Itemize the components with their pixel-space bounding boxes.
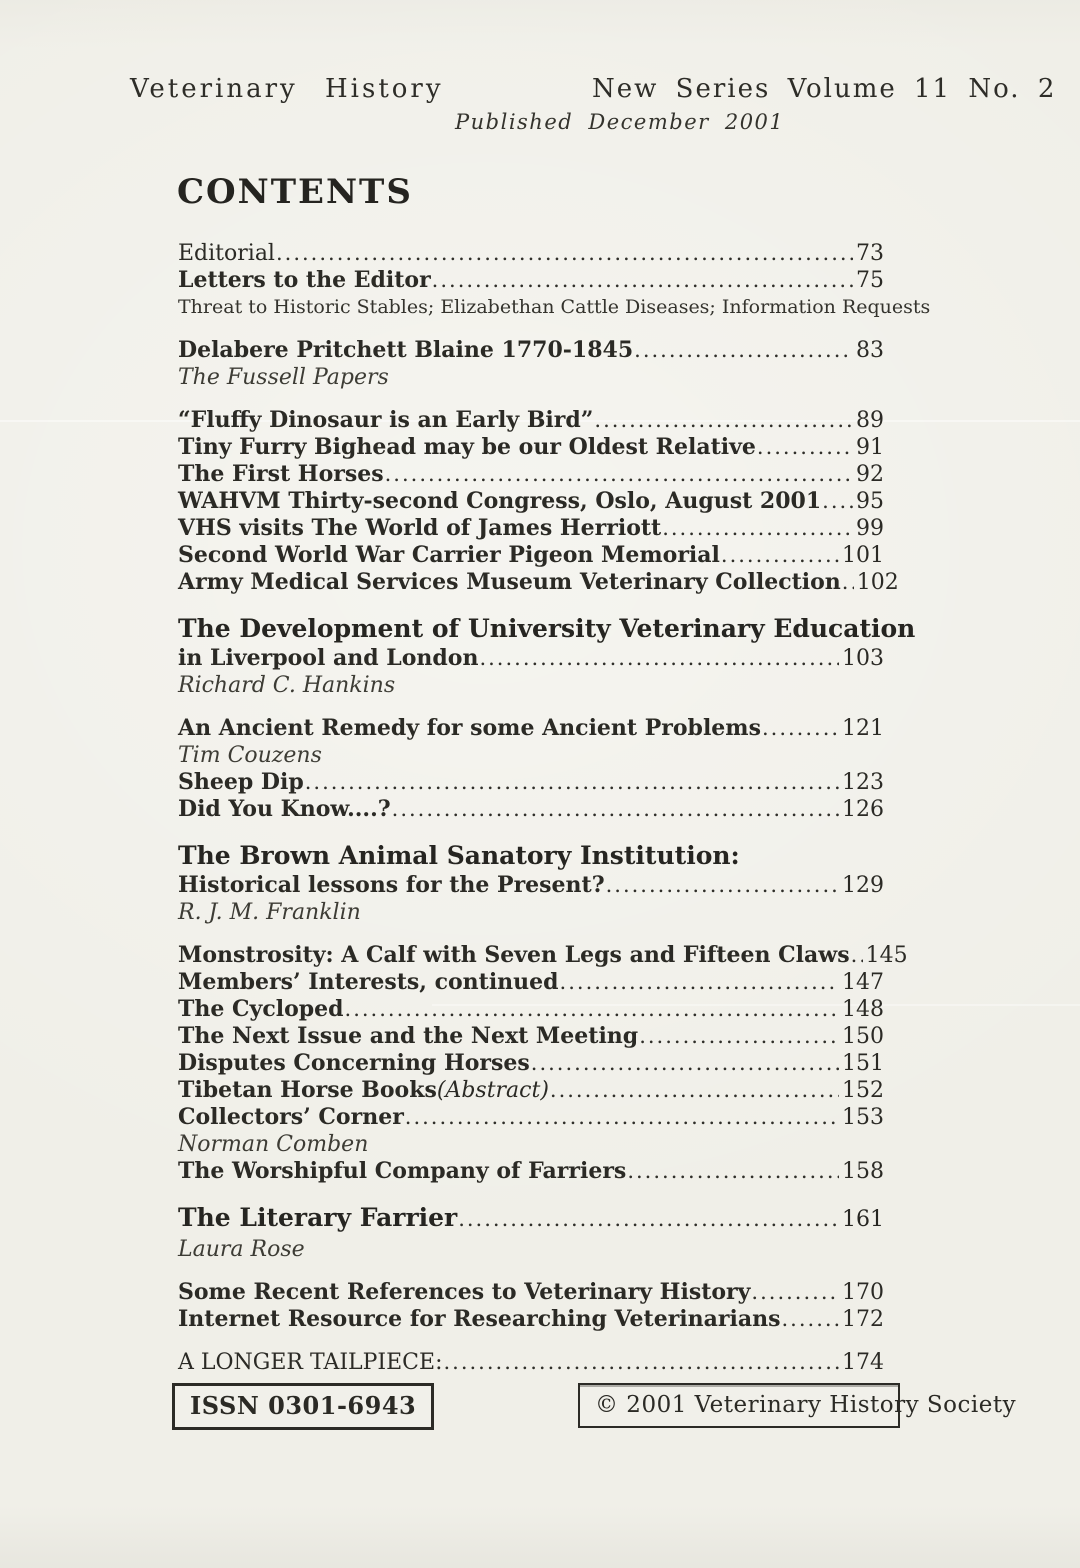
dot-leader: [405, 1104, 839, 1131]
toc-entry-title: Tibetan Horse Books: [178, 1077, 437, 1103]
toc-entry: [178, 569, 899, 596]
dot-leader: [762, 715, 839, 742]
toc-entry-title: Richard C. Hankins: [178, 673, 396, 698]
toc-entry-title: VHS visits The World of James Herriott: [178, 515, 662, 541]
toc-entry: [178, 434, 884, 461]
toc-entry-title: The Next Issue and the Next Meeting: [178, 1023, 639, 1049]
copyright-text: © 2001 Veterinary History Society: [595, 1392, 1017, 1418]
toc-entry-page: 152: [842, 1078, 884, 1103]
toc-entry: [178, 407, 884, 434]
toc-entry-title: “Fluffy Dinosaur is an Early Bird”: [178, 407, 594, 433]
dot-leader: [479, 645, 839, 672]
toc-entry-page: 92: [856, 462, 884, 487]
toc-entry: [178, 1279, 884, 1306]
dot-leader: [550, 1077, 839, 1104]
dot-leader: [305, 769, 839, 796]
table-of-contents: [178, 240, 931, 1376]
dot-leader: [851, 942, 863, 969]
toc-entry-title: R. J. M. Franklin: [178, 900, 361, 925]
toc-entry-page: 95: [856, 489, 884, 514]
toc-entry: [178, 872, 884, 899]
dot-leader: [345, 996, 839, 1023]
toc-entry-page: 161: [842, 1207, 884, 1232]
toc-entry-page: 101: [842, 543, 884, 568]
toc-entry-page: 158: [842, 1159, 884, 1184]
toc-entry-title: The Cycloped: [178, 996, 344, 1022]
toc-entry: [178, 996, 884, 1023]
toc-entry-page: 83: [856, 338, 884, 363]
toc-entry-title: Disputes Concerning Horses: [178, 1050, 530, 1076]
toc-entry-title: WAHVM Thirty-second Congress, Oslo, August 2001: [178, 488, 822, 514]
toc-entry-page: 129: [842, 873, 884, 898]
toc-entry-title: Historical lessons for the Present?: [178, 872, 605, 898]
toc-entry: [178, 1158, 884, 1185]
toc-entry-page: 148: [842, 997, 884, 1022]
toc-entry-page: 123: [842, 770, 884, 795]
toc-entry: [178, 461, 884, 488]
toc-entry: [178, 267, 884, 294]
toc-entry-title: Members’ Interests, continued: [178, 969, 559, 995]
toc-entry: [178, 1077, 884, 1104]
toc-entry: [178, 672, 884, 699]
toc-entry-page: 150: [842, 1024, 884, 1049]
toc-entry-title: Threat to Historic Stables; Elizabethan Cattle Diseases; Information Requests: [178, 296, 931, 318]
toc-entry-title: Letters to the Editor: [178, 267, 431, 293]
toc-entry-page: 75: [856, 268, 884, 293]
toc-entry-page: 73: [856, 241, 884, 266]
toc-entry-title: Delabere Pritchett Blaine 1770-1845: [178, 337, 634, 363]
toc-entry: [178, 839, 884, 872]
toc-entry: [178, 969, 884, 996]
toc-entry: [178, 515, 884, 542]
toc-entry: [178, 1349, 884, 1376]
dot-leader: [594, 407, 853, 434]
toc-entry-page: 103: [842, 646, 884, 671]
toc-entry-page: 91: [856, 435, 884, 460]
toc-entry: [178, 899, 884, 926]
toc-entry-page: 89: [856, 408, 884, 433]
toc-entry-title: Tim Couzens: [178, 743, 322, 768]
dot-leader: [822, 488, 853, 515]
toc-entry-title: A LONGER TAILPIECE:: [178, 1350, 443, 1375]
toc-entry-page: 174: [842, 1350, 884, 1375]
toc-entry-page: 151: [842, 1051, 884, 1076]
toc-entry: [178, 337, 884, 364]
published-date-line: Published December 2001: [455, 110, 785, 134]
dot-leader: [276, 240, 853, 267]
dot-leader: [443, 1349, 839, 1376]
dot-leader: [639, 1023, 839, 1050]
toc-entry-title: The Fussell Papers: [178, 365, 389, 390]
toc-entry: [178, 240, 884, 267]
toc-entry-page: 126: [842, 797, 884, 822]
toc-entry: [178, 612, 916, 645]
toc-entry: [178, 942, 908, 969]
toc-entry-title: Norman Comben: [178, 1132, 369, 1157]
dot-leader: [634, 337, 853, 364]
toc-entry-title: Internet Resource for Researching Veterinarians: [178, 1306, 781, 1332]
dot-leader: [757, 434, 853, 461]
dot-leader: [721, 542, 839, 569]
toc-entry-title: The Literary Farrier: [178, 1203, 458, 1232]
toc-entry-title: Monstrosity: A Calf with Seven Legs and Fifteen Claws: [178, 942, 850, 968]
toc-entry-page: 121: [842, 716, 884, 741]
toc-entry: [178, 1201, 884, 1236]
journal-title: Veterinary History: [130, 74, 444, 104]
toc-entry: [178, 1306, 884, 1333]
toc-entry-title: in Liverpool and London: [178, 645, 479, 671]
toc-entry-title: The Development of University Veterinary Education: [178, 614, 916, 643]
toc-entry-title: Some Recent References to Veterinary History: [178, 1279, 751, 1305]
toc-entry: [178, 1104, 884, 1131]
dot-leader: [385, 461, 853, 488]
dot-leader: [458, 1201, 839, 1236]
toc-entry: [178, 715, 884, 742]
toc-entry: [178, 364, 884, 391]
dot-leader: [560, 969, 839, 996]
toc-entry-title: The Worshipful Company of Farriers: [178, 1158, 627, 1184]
dot-leader: [392, 796, 839, 823]
toc-entry-page: 147: [842, 970, 884, 995]
dot-leader: [432, 267, 853, 294]
toc-entry: [178, 294, 931, 321]
dot-leader: [662, 515, 853, 542]
toc-entry-page: 172: [842, 1307, 884, 1332]
dot-leader: [531, 1050, 839, 1077]
toc-entry: [178, 488, 884, 515]
toc-entry-title: Army Medical Services Museum Veterinary Collection: [178, 569, 841, 595]
toc-entry: [178, 796, 884, 823]
dot-leader: [606, 872, 839, 899]
issue-info: New Series Volume 11 No. 2: [592, 74, 1057, 104]
dot-leader: [842, 569, 854, 596]
contents-heading: CONTENTS: [177, 172, 413, 212]
toc-entry-page: 153: [842, 1105, 884, 1130]
toc-entry: [178, 1236, 884, 1263]
toc-entry-page: 170: [842, 1280, 884, 1305]
issn-text: ISSN 0301-6943: [190, 1391, 417, 1420]
toc-entry-title: Tiny Furry Bighead may be our Oldest Relative: [178, 434, 756, 460]
toc-entry: [178, 769, 884, 796]
toc-entry-title: The First Horses: [178, 461, 384, 487]
toc-entry-title: Laura Rose: [178, 1237, 305, 1262]
toc-entry: [178, 1050, 884, 1077]
toc-entry-title-suffix: (Abstract): [436, 1078, 549, 1103]
toc-entry-page: 145: [865, 943, 908, 968]
toc-entry: [178, 645, 884, 672]
toc-entry: [178, 542, 884, 569]
dot-leader: [751, 1279, 839, 1306]
toc-entry-title: Second World War Carrier Pigeon Memorial: [178, 542, 720, 568]
dot-leader: [782, 1306, 840, 1333]
issn-box: [172, 1383, 434, 1430]
toc-entry: [178, 1131, 884, 1158]
toc-entry: [178, 1023, 884, 1050]
toc-entry-title: The Brown Animal Sanatory Institution:: [178, 841, 740, 870]
toc-entry-page: 102: [856, 570, 899, 595]
toc-entry-title: Editorial: [178, 241, 275, 266]
toc-entry-title: Collectors’ Corner: [178, 1104, 404, 1130]
toc-entry-title: Sheep Dip: [178, 769, 304, 795]
copyright-box: [578, 1383, 1017, 1428]
toc-entry-title: Did You Know....?: [178, 796, 391, 822]
toc-entry: [178, 742, 884, 769]
toc-entry-title: An Ancient Remedy for some Ancient Problems: [178, 715, 761, 741]
dot-leader: [627, 1158, 839, 1185]
toc-entry-page: 99: [856, 516, 884, 541]
